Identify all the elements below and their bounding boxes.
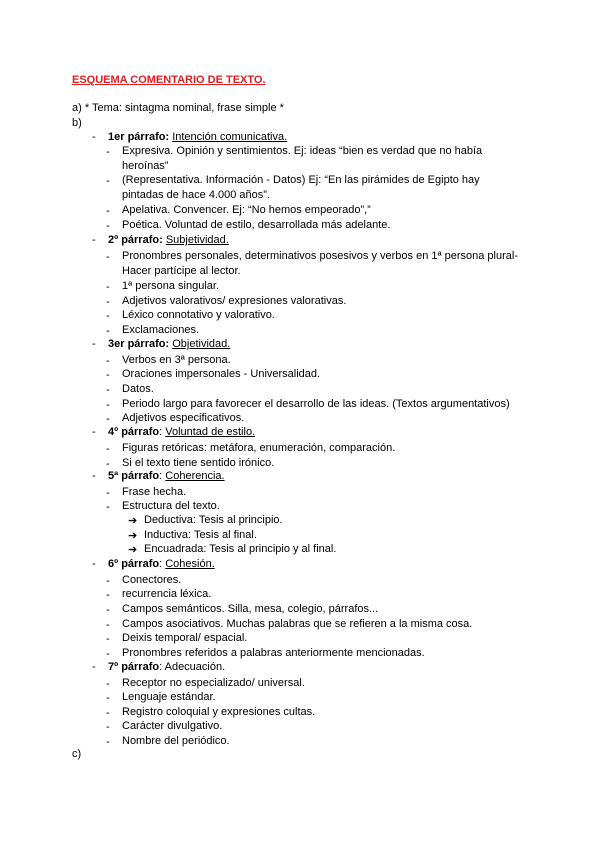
list-item-continuation: pintadas de hace 4.000 años”.	[122, 189, 271, 201]
section-5-label: 5ª párrafo	[108, 470, 160, 482]
sub-item: Inductiva: Tesis al final.	[144, 529, 257, 541]
list-item: Verbos en 3ª persona.	[122, 354, 231, 366]
item-bullet: -	[106, 589, 110, 601]
item-bullet: -	[106, 458, 110, 470]
list-item: Expresiva. Opinión y sentimientos. Ej: ideas “bien es verdad que no había	[122, 145, 483, 157]
list-item: recurrencia léxica.	[122, 588, 212, 600]
item-bullet: -	[106, 619, 110, 631]
section-6-label: 6º párrafo	[108, 558, 160, 570]
section-1-heading	[108, 131, 287, 143]
line-b-label: b)	[72, 117, 82, 129]
section-3-label: 3er párrafo:	[108, 338, 170, 350]
list-item: Estructura del texto.	[122, 500, 220, 512]
item-bullet: -	[106, 175, 110, 187]
item-bullet: -	[106, 251, 110, 263]
section-4-heading	[108, 426, 255, 438]
sub-item: Encuadrada: Tesis al principio y al final.	[144, 543, 337, 555]
item-bullet: -	[106, 443, 110, 455]
section-7-bullet: -	[92, 661, 96, 673]
list-item: Adjetivos especificativos.	[122, 412, 245, 424]
item-bullet: -	[106, 384, 110, 396]
list-item: Periodo largo para favorecer el desarrollo de las ideas. (Textos argumentativos)	[122, 398, 510, 410]
item-bullet: -	[106, 325, 110, 337]
section-4-topic: Voluntad de estilo.	[165, 426, 256, 438]
arrow-right-icon: ➔	[128, 544, 138, 556]
item-bullet: -	[106, 575, 110, 587]
section-3-bullet: -	[92, 338, 96, 350]
item-bullet: -	[106, 721, 110, 733]
line-c-label: c)	[72, 748, 82, 760]
list-item: (Representativa. Información - Datos) Ej: “En las pirámides de Egipto hay	[122, 174, 480, 186]
section-7-label: 7º párrafo	[108, 661, 160, 673]
section-6-bullet: -	[92, 558, 96, 570]
list-item: Poética. Voluntad de estilo, desarrollada más adelante.	[122, 219, 391, 231]
list-item: Si el texto tiene sentido irónico.	[122, 457, 275, 469]
section-5-topic: Coherencia.	[165, 470, 225, 482]
section-7-heading	[108, 661, 225, 673]
list-item: Receptor no especializado/ universal.	[122, 677, 305, 689]
list-item: Lenguaje estándar.	[122, 691, 216, 703]
list-item: Oraciones impersonales - Universalidad.	[122, 368, 321, 380]
section-3-heading	[108, 338, 230, 350]
list-item: Pronombres personales, determinativos posesivos y verbos en 1ª persona plural-	[122, 250, 518, 262]
item-bullet: -	[106, 501, 110, 513]
list-item: Pronombres referidos a palabras anteriormente mencionadas.	[122, 647, 425, 659]
list-item-continuation: Hacer partícipe al lector.	[122, 265, 241, 277]
item-bullet: -	[106, 604, 110, 616]
section-2-label: 2º párrafo:	[108, 234, 163, 246]
list-item: Léxico connotativo y valorativo.	[122, 309, 275, 321]
sub-item: Deductiva: Tesis al principio.	[144, 514, 283, 526]
line-a-tema: a) * Tema: sintagma nominal, frase simple *	[72, 102, 284, 114]
section-2-topic: Subjetividad.	[165, 234, 229, 246]
list-item: Apelativa. Convencer. Ej: “No hemos empeorado”,”	[122, 204, 371, 216]
section-4-label: 4º párrafo	[108, 426, 160, 438]
item-bullet: -	[106, 692, 110, 704]
list-item-continuation: heroínas”	[122, 160, 169, 172]
list-item: Adjetivos valorativos/ expresiones valorativas.	[122, 295, 347, 307]
item-bullet: -	[106, 355, 110, 367]
section-3-topic: Objetividad.	[172, 338, 231, 350]
list-item: Frase hecha.	[122, 486, 187, 498]
list-item: 1ª persona singular.	[122, 280, 220, 292]
section-1-topic: Intención comunicativa.	[172, 131, 288, 143]
section-4-bullet: -	[92, 426, 96, 438]
item-bullet: -	[106, 678, 110, 690]
section-7-sep: :	[159, 661, 165, 673]
section-2-heading	[108, 234, 229, 246]
item-bullet: -	[106, 648, 110, 660]
list-item: Carácter divulgativo.	[122, 720, 223, 732]
list-item: Deixis temporal/ espacial.	[122, 632, 248, 644]
section-6-topic: Cohesión.	[165, 558, 215, 570]
section-1-bullet: -	[92, 131, 96, 143]
item-bullet: -	[106, 707, 110, 719]
item-bullet: -	[106, 220, 110, 232]
item-bullet: -	[106, 310, 110, 322]
list-item: Campos semánticos. Silla, mesa, colegio, párrafos...	[122, 603, 379, 615]
item-bullet: -	[106, 413, 110, 425]
section-2-bullet: -	[92, 234, 96, 246]
item-bullet: -	[106, 487, 110, 499]
section-7-topic: Adecuación.	[164, 661, 226, 673]
section-1-label: 1er párrafo:	[108, 131, 170, 143]
list-item: Datos.	[122, 383, 154, 395]
item-bullet: -	[106, 281, 110, 293]
arrow-right-icon: ➔	[128, 515, 138, 527]
list-item: Exclamaciones.	[122, 324, 200, 336]
document-title: ESQUEMA COMENTARIO DE TEXTO.	[72, 74, 266, 86]
item-bullet: -	[106, 205, 110, 217]
list-item: Conectores.	[122, 574, 182, 586]
list-item: Nombre del periódico.	[122, 735, 230, 747]
section-4-sep: :	[159, 426, 166, 438]
section-5-heading	[108, 470, 225, 482]
section-5-sep: :	[159, 470, 166, 482]
item-bullet: -	[106, 296, 110, 308]
section-6-sep: :	[159, 558, 166, 570]
section-5-bullet: -	[92, 470, 96, 482]
item-bullet: -	[106, 146, 110, 158]
arrow-right-icon: ➔	[128, 530, 138, 542]
item-bullet: -	[106, 633, 110, 645]
item-bullet: -	[106, 736, 110, 748]
item-bullet: -	[106, 369, 110, 381]
section-6-heading	[108, 558, 215, 570]
list-item: Figuras retóricas: metáfora, enumeración, comparación.	[122, 442, 396, 454]
list-item: Campos asociativos. Muchas palabras que se refieren a la misma cosa.	[122, 618, 473, 630]
item-bullet: -	[106, 399, 110, 411]
list-item: Registro coloquial y expresiones cultas.	[122, 706, 316, 718]
